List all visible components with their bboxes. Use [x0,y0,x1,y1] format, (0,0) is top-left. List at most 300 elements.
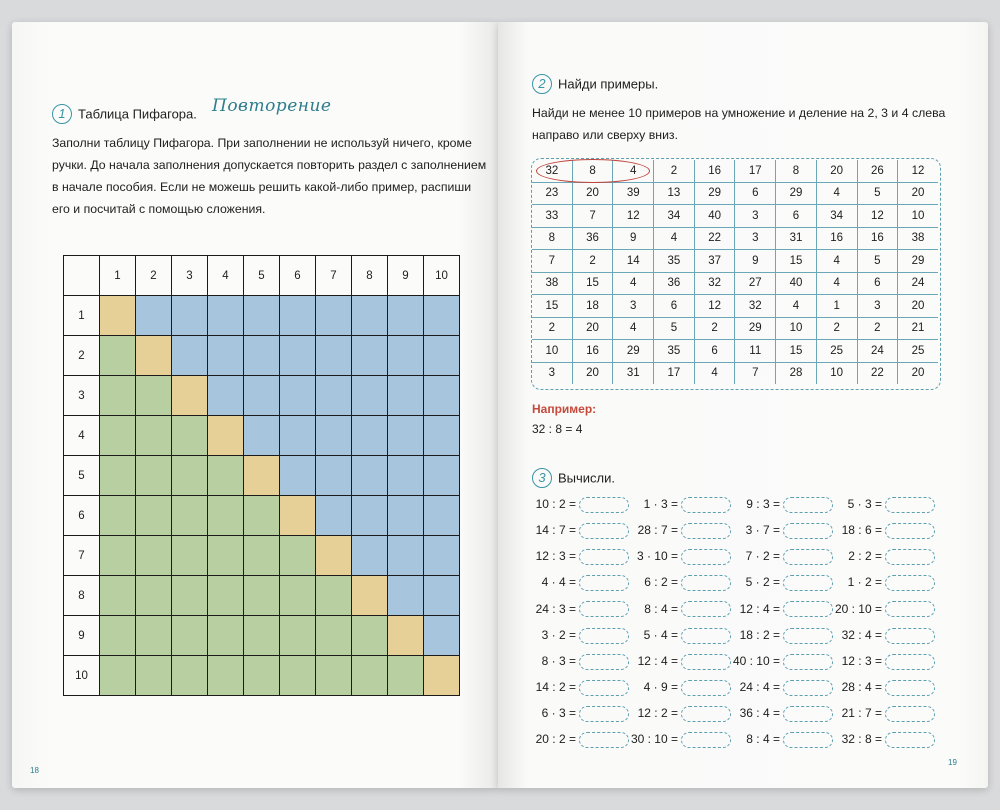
pythagoras-table [63,255,460,696]
exercise-item [628,706,731,722]
exercise-expression: 12 : 3 = [841,653,882,668]
product-cell[interactable] [208,376,244,416]
grid-cell: 1 [816,295,857,318]
answer-box[interactable] [579,601,629,617]
grid-cell: 38 [532,272,572,295]
task-number-badge: 1 [52,104,72,124]
answer-box[interactable] [783,497,833,513]
row-header: 2 [64,336,100,376]
grid-cell: 6 [694,340,735,363]
product-cell[interactable] [352,336,388,376]
answer-box[interactable] [783,523,833,539]
product-cell[interactable] [424,376,460,416]
grid-cell: 2 [532,317,572,340]
product-cell[interactable] [316,616,352,656]
answer-box[interactable] [579,549,629,565]
exercise-expression: 24 : 3 = [535,601,576,616]
exercise-item [832,497,935,513]
instruction-line: Найди не менее 10 примеров на умножение и деление на 2, 3 и 4 слева [532,106,946,120]
page-number: 18 [30,766,39,775]
product-cell[interactable] [352,536,388,576]
product-cell[interactable] [136,456,172,496]
exercise-item [628,549,731,565]
product-cell[interactable] [280,536,316,576]
row-header: 6 [64,496,100,536]
exercise-expression: 14 : 2 = [535,679,576,694]
product-cell[interactable] [208,496,244,536]
product-cell[interactable] [100,616,136,656]
exercise-expression: 8 · 3 = [541,653,576,668]
grid-cell: 2 [694,317,735,340]
answer-box[interactable] [885,497,935,513]
product-cell[interactable] [280,456,316,496]
exercise-item [526,706,629,722]
exercise-expression: 5 · 2 = [745,575,780,590]
product-cell[interactable] [424,456,460,496]
exercise-item [832,523,935,539]
exercise-item [730,628,833,644]
exercise-item [832,628,935,644]
grid-cell: 20 [898,362,938,384]
instruction-line: его и посчитай с помощью сложения. [52,202,266,216]
number-grid [532,160,938,384]
grid-cell: 16 [857,227,898,250]
product-cell[interactable] [280,576,316,616]
grid-cell: 15 [532,295,572,318]
grid-cell: 12 [694,295,735,318]
product-cell[interactable] [172,616,208,656]
table-corner-cell [64,256,100,296]
product-cell[interactable] [172,296,208,336]
product-cell[interactable] [280,296,316,336]
product-cell[interactable] [244,416,280,456]
answer-box[interactable] [681,497,731,513]
exercise-item [832,732,935,748]
grid-cell: 16 [694,160,735,182]
grid-cell: 6 [654,295,695,318]
product-cell[interactable] [424,496,460,536]
answer-box[interactable] [681,523,731,539]
grid-cell: 3 [613,295,654,318]
exercise-expression: 7 · 2 = [745,549,780,564]
product-cell[interactable] [424,416,460,456]
column-header: 5 [244,256,280,296]
product-cell[interactable] [136,376,172,416]
exercise-item [526,732,629,748]
product-cell[interactable] [424,336,460,376]
task2-heading [532,74,658,94]
example-equation: 32 : 8 = 4 [532,422,583,436]
product-cell[interactable] [388,376,424,416]
exercise-expression: 30 : 10 = [630,732,678,747]
exercise-expression: 12 : 4 = [739,601,780,616]
product-cell[interactable] [100,336,136,376]
answer-box[interactable] [885,549,935,565]
answer-box[interactable] [579,497,629,513]
product-cell[interactable] [136,616,172,656]
product-cell[interactable] [316,656,352,696]
task2-title: Найди примеры. [558,76,659,92]
grid-cell: 10 [776,317,817,340]
grid-cell: 18 [572,295,613,318]
product-cell[interactable] [244,496,280,536]
answer-box[interactable] [783,601,833,617]
grid-cell: 34 [654,205,695,228]
page-number: 19 [948,758,957,767]
product-cell[interactable] [352,656,388,696]
answer-box[interactable] [885,523,935,539]
product-cell[interactable] [136,416,172,456]
product-cell[interactable] [172,576,208,616]
column-header: 7 [316,256,352,296]
grid-cell: 24 [898,272,938,295]
answer-box[interactable] [783,575,833,591]
product-cell[interactable] [424,656,460,696]
grid-cell: 32 [532,160,572,182]
answer-box[interactable] [885,680,935,696]
grid-cell: 29 [898,250,938,273]
grid-cell: 29 [694,182,735,205]
product-cell[interactable] [388,416,424,456]
product-cell[interactable] [244,616,280,656]
grid-cell: 20 [572,362,613,384]
product-cell[interactable] [136,576,172,616]
product-cell[interactable] [244,456,280,496]
product-cell[interactable] [244,376,280,416]
exercise-expression: 9 : 3 = [746,497,780,512]
exercise-item [526,628,629,644]
product-cell[interactable] [352,456,388,496]
grid-row [532,317,938,340]
row-header: 10 [64,656,100,696]
grid-cell: 3 [532,362,572,384]
grid-cell: 35 [654,340,695,363]
grid-cell: 7 [532,250,572,273]
product-cell[interactable] [316,576,352,616]
exercise-expression: 12 : 4 = [637,653,678,668]
product-cell[interactable] [172,336,208,376]
product-cell[interactable] [316,376,352,416]
exercise-item [628,497,731,513]
grid-cell: 7 [735,362,776,384]
exercise-expression: 8 : 4 = [746,732,780,747]
grid-cell: 4 [613,317,654,340]
product-cell[interactable] [136,336,172,376]
grid-row [532,182,938,205]
column-header: 2 [136,256,172,296]
product-cell[interactable] [100,296,136,336]
grid-row [532,250,938,273]
exercise-expression: 18 : 2 = [739,627,780,642]
product-cell[interactable] [100,416,136,456]
instruction-line: ручки. До начала заполнения допускается повторить раздел с заполнением [52,158,487,172]
answer-box[interactable] [885,601,935,617]
grid-cell: 25 [816,340,857,363]
product-cell[interactable] [316,536,352,576]
product-cell[interactable] [244,296,280,336]
grid-cell: 6 [735,182,776,205]
exercise-item [526,523,629,539]
grid-cell: 4 [816,182,857,205]
product-cell[interactable] [316,416,352,456]
answer-box[interactable] [783,680,833,696]
grid-cell: 9 [735,250,776,273]
grid-cell: 12 [613,205,654,228]
grid-cell: 26 [857,160,898,182]
column-header: 8 [352,256,388,296]
exercise-expression: 8 : 4 = [644,601,678,616]
product-cell[interactable] [280,496,316,536]
grid-cell: 38 [898,227,938,250]
exercise-item [832,549,935,565]
product-cell[interactable] [352,616,388,656]
exercise-item [526,497,629,513]
example-highlight-oval [536,159,650,183]
product-cell[interactable] [280,376,316,416]
grid-cell: 2 [654,160,695,182]
right-page [498,22,988,788]
answer-box[interactable] [783,654,833,670]
answer-box[interactable] [579,628,629,644]
product-cell[interactable] [136,656,172,696]
task1-title: Таблица Пифагора. [78,106,197,122]
grid-cell: 12 [857,205,898,228]
product-cell[interactable] [100,576,136,616]
exercise-expression: 12 : 3 = [535,549,576,564]
product-cell[interactable] [172,456,208,496]
grid-cell: 32 [735,295,776,318]
answer-box[interactable] [783,732,833,748]
exercise-expression: 4 · 9 = [643,679,678,694]
product-cell[interactable] [172,536,208,576]
grid-cell: 8 [532,227,572,250]
product-cell[interactable] [388,336,424,376]
grid-cell: 10 [898,205,938,228]
product-cell[interactable] [316,336,352,376]
product-cell[interactable] [280,416,316,456]
grid-cell: 3 [857,295,898,318]
exercise-item [832,601,935,617]
product-cell[interactable] [280,616,316,656]
grid-cell: 16 [572,340,613,363]
answer-box[interactable] [783,628,833,644]
left-page [12,22,498,788]
grid-cell: 37 [694,250,735,273]
answer-box[interactable] [681,575,731,591]
row-header: 8 [64,576,100,616]
grid-cell: 4 [613,160,654,182]
grid-cell: 31 [776,227,817,250]
product-cell[interactable] [136,536,172,576]
product-cell[interactable] [208,576,244,616]
product-cell[interactable] [388,496,424,536]
exercise-item [526,654,629,670]
exercise-item [628,575,731,591]
exercise-item [730,549,833,565]
exercise-expression: 24 : 4 = [739,679,780,694]
answer-box[interactable] [681,628,731,644]
instruction-line: в начале пособия. Если не можешь решить какой-либо пример, распиши [52,180,472,194]
answer-box[interactable] [681,680,731,696]
grid-cell: 4 [816,250,857,273]
exercise-expression: 6 · 3 = [541,705,576,720]
grid-cell: 8 [776,160,817,182]
grid-cell: 27 [735,272,776,295]
exercise-item [730,654,833,670]
grid-cell: 21 [898,317,938,340]
grid-row [532,227,938,250]
product-cell[interactable] [100,456,136,496]
exercise-item [628,654,731,670]
exercise-item [832,680,935,696]
answer-box[interactable] [681,654,731,670]
product-cell[interactable] [388,656,424,696]
column-header: 3 [172,256,208,296]
row-header: 5 [64,456,100,496]
product-cell[interactable] [100,376,136,416]
exercise-item [730,732,833,748]
product-cell[interactable] [208,416,244,456]
product-cell[interactable] [244,576,280,616]
product-cell[interactable] [136,296,172,336]
answer-box[interactable] [681,601,731,617]
product-cell[interactable] [352,576,388,616]
answer-box[interactable] [579,680,629,696]
exercise-expression: 32 : 4 = [841,627,882,642]
grid-row [532,362,938,384]
product-cell[interactable] [100,656,136,696]
exercise-item [526,549,629,565]
column-header: 9 [388,256,424,296]
product-cell[interactable] [280,336,316,376]
grid-cell: 4 [694,362,735,384]
product-cell[interactable] [172,656,208,696]
product-cell[interactable] [388,616,424,656]
grid-cell: 20 [898,182,938,205]
product-cell[interactable] [388,296,424,336]
answer-box[interactable] [579,732,629,748]
product-cell[interactable] [208,616,244,656]
grid-cell: 4 [776,295,817,318]
grid-row [532,295,938,318]
grid-cell: 17 [735,160,776,182]
answer-box[interactable] [885,706,935,722]
grid-cell: 40 [776,272,817,295]
exercise-item [730,497,833,513]
grid-cell: 6 [857,272,898,295]
answer-box[interactable] [579,654,629,670]
product-cell[interactable] [208,296,244,336]
answer-box[interactable] [681,732,731,748]
grid-row [532,205,938,228]
exercise-item [730,706,833,722]
task1-instructions [52,132,486,220]
exercise-expression: 6 : 2 = [644,575,678,590]
product-cell[interactable] [352,376,388,416]
product-cell[interactable] [208,456,244,496]
product-cell[interactable] [316,456,352,496]
product-cell[interactable] [136,496,172,536]
row-header: 1 [64,296,100,336]
grid-cell: 7 [572,205,613,228]
product-cell[interactable] [388,456,424,496]
product-cell[interactable] [208,536,244,576]
answer-box[interactable] [681,549,731,565]
grid-cell: 5 [654,317,695,340]
answer-box[interactable] [579,575,629,591]
grid-cell: 5 [857,182,898,205]
answer-box[interactable] [783,706,833,722]
product-cell[interactable] [424,576,460,616]
answer-box[interactable] [885,575,935,591]
exercise-expression: 32 : 8 = [841,732,882,747]
product-cell[interactable] [244,336,280,376]
answer-box[interactable] [783,549,833,565]
task-number-badge: 3 [532,468,552,488]
exercise-expression: 5 · 4 = [643,627,678,642]
product-cell[interactable] [100,496,136,536]
product-cell[interactable] [208,656,244,696]
grid-cell: 17 [654,362,695,384]
grid-cell: 13 [654,182,695,205]
product-cell[interactable] [244,536,280,576]
answer-box[interactable] [885,732,935,748]
row-header: 9 [64,616,100,656]
row-header: 7 [64,536,100,576]
grid-cell: 15 [776,250,817,273]
product-cell[interactable] [424,616,460,656]
answer-box[interactable] [885,628,935,644]
grid-cell: 4 [613,272,654,295]
row-header: 4 [64,416,100,456]
answer-box[interactable] [579,706,629,722]
grid-cell: 31 [613,362,654,384]
product-cell[interactable] [424,296,460,336]
product-cell[interactable] [280,656,316,696]
grid-cell: 39 [613,182,654,205]
product-cell[interactable] [352,496,388,536]
answer-box[interactable] [681,706,731,722]
exercise-expression: 20 : 10 = [834,601,882,616]
product-cell[interactable] [352,416,388,456]
grid-cell: 2 [816,317,857,340]
grid-cell: 29 [613,340,654,363]
grid-row [532,340,938,363]
grid-cell: 24 [857,340,898,363]
product-cell[interactable] [172,416,208,456]
grid-cell: 2 [572,250,613,273]
product-cell[interactable] [352,296,388,336]
product-cell[interactable] [172,496,208,536]
product-cell[interactable] [388,536,424,576]
product-cell[interactable] [244,656,280,696]
product-cell[interactable] [316,496,352,536]
exercise-expression: 4 · 4 = [541,575,576,590]
product-cell[interactable] [424,536,460,576]
product-cell[interactable] [316,296,352,336]
product-cell[interactable] [388,576,424,616]
product-cell[interactable] [208,336,244,376]
exercise-item [628,628,731,644]
product-cell[interactable] [100,536,136,576]
answer-box[interactable] [579,523,629,539]
answer-box[interactable] [885,654,935,670]
product-cell[interactable] [172,376,208,416]
grid-cell: 20 [572,317,613,340]
exercise-expression: 10 : 2 = [535,497,576,512]
exercise-item [730,680,833,696]
grid-cell: 35 [654,250,695,273]
